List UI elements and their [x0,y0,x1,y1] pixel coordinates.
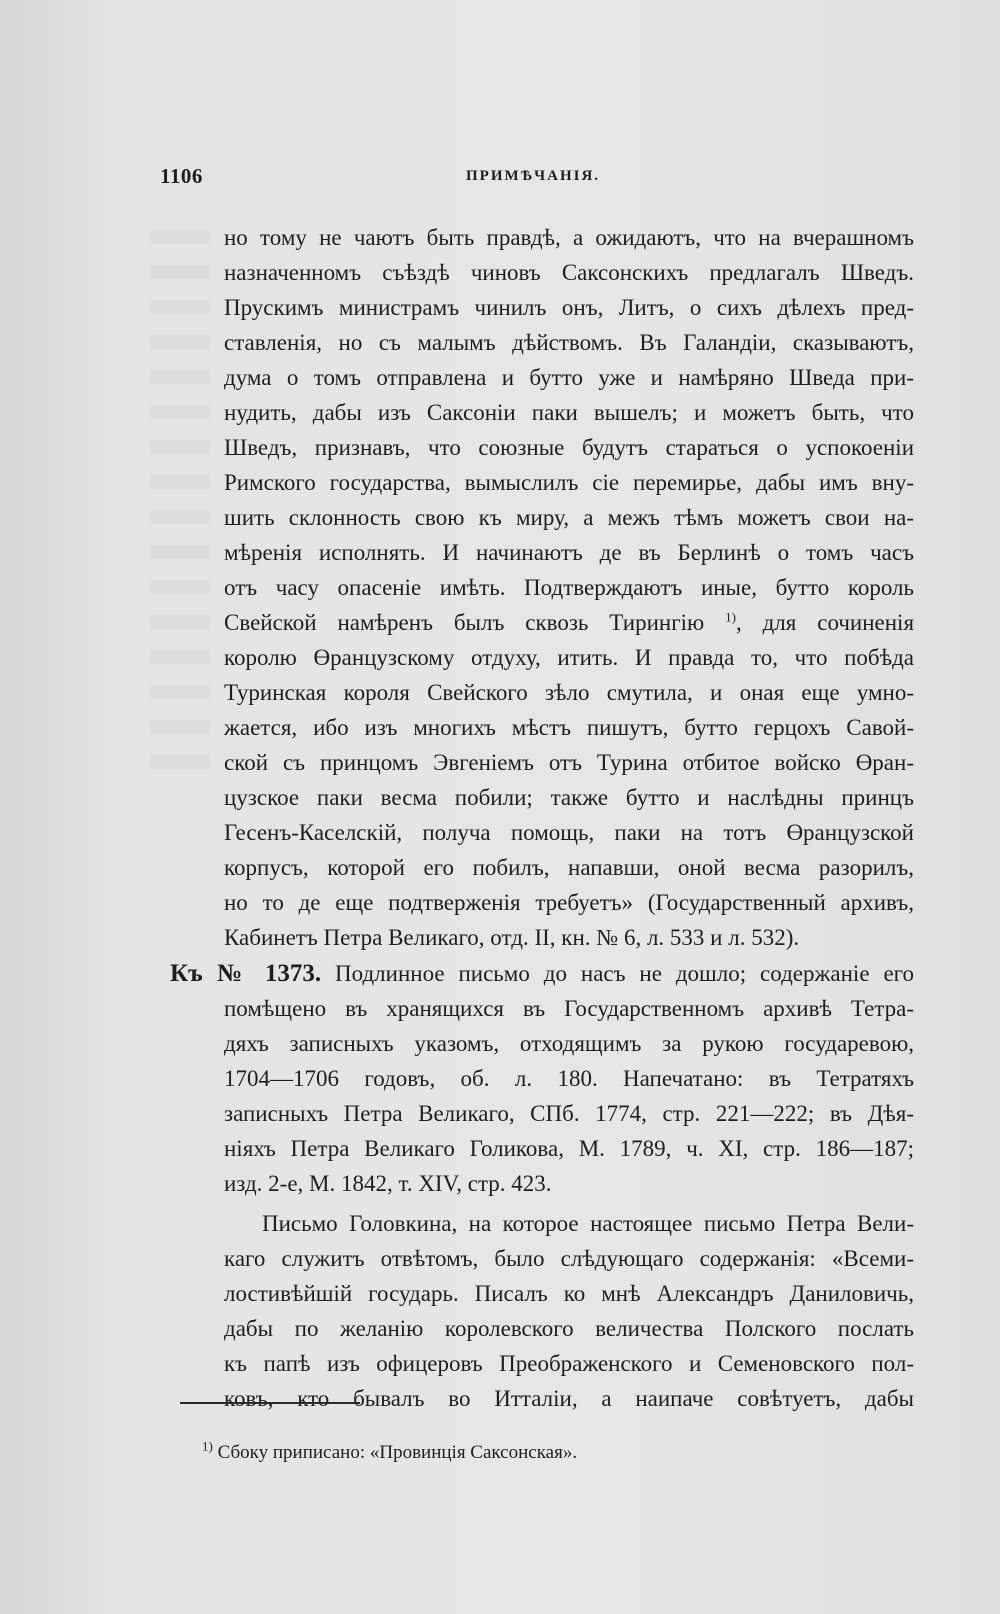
footnote [202,1438,578,1464]
text-line: Письмо Головкина, на которое настоящее письмо Петра Вели- [262,1211,914,1236]
entry-heading-line [170,958,914,990]
text-line: но тому не чаютъ быть правдѣ, а ожидаютъ, что на вчерашномъ [224,225,914,250]
text-segment: Подлинное письмо до насъ не дошло; содержаніе его [335,961,915,986]
text-line: записныхъ Петра Великаго, СПб. 1774, стр. 221—222; въ Дѣя- [224,1101,914,1126]
text-segment: Свейской намѣренъ былъ сквозь Тирингію [224,610,705,635]
text-line: королю Өранцузскому отдуху, итить. И правда то, что побѣда [224,645,914,670]
text-line: шить склонность свою къ миру, а межъ тѣмъ можетъ свои на- [224,505,914,530]
page-number: 1106 [160,164,203,188]
text-line: Кабинетъ Петра Великаго, отд. II, кн. № 6, л. 533 и л. 532). [224,925,800,950]
text-line: 1704—1706 годовъ, об. л. 180. Напечатано: въ Тетратяхъ [224,1066,914,1091]
text-line: Прускимъ министрамъ чинилъ онъ, Литъ, о сихъ дѣлехъ пред- [224,295,914,320]
text-line: ніяхъ Петра Великаго Голикова, М. 1789, ч. XI, стр. 186—187; [224,1136,914,1161]
text-line: Римского государства, вымыслилъ сіе перемирье, дабы имъ вну- [224,470,914,495]
text-line: дяхъ записныхъ указомъ, отходящимъ за рукою государевою, [224,1031,914,1056]
text-line: назначенномъ съѣздѣ чиновъ Саксонскихъ предлагалъ Шведъ. [224,260,914,285]
footnote-text: Сбоку приписано: «Провинція Саксонская». [217,1442,578,1463]
text-line: ской съ принцомъ Эвгеніемъ отъ Турина отбитое войско Өран- [224,750,914,775]
footnote-divider [180,1402,360,1404]
entry-heading: Къ № 1373. [170,960,322,987]
text-line: Туринская короля Свейского зѣло смутила, и оная еще умно- [224,680,914,705]
text-line: Гесенъ-Каселскій, получа помощь, паки на тотъ Өранцузской [224,820,914,845]
text-line: мѣренія исполнять. И начинаютъ де въ Берлинѣ о томъ часъ [224,540,914,565]
text-line: помѣщено въ хранящихся въ Государственномъ архивѣ Тетра- [224,996,914,1021]
text-line: Шведъ, признавъ, что союзные будутъ стараться о успокоеніи [224,435,914,460]
text-line: отъ часу опасеніе имѣть. Подтверждаютъ иные, бутто король [224,575,914,600]
text-line: но то де еще подтверженія требуетъ» (Государственный архивъ, [224,890,914,915]
text-line: жается, ибо изъ многихъ мѣстъ пишутъ, бутто герцохъ Савой- [224,715,914,740]
text-line: корпусъ, которой его побилъ, напавши, оной весма разорилъ, [224,855,914,880]
text-line-with-footnote: Свейской намѣренъ былъ сквозь Тирингію $^{1)}$, для сочиненія [224,609,915,635]
footnote-number: 1) [202,1438,213,1454]
text-line: цузское паки весма побили; также бутто и наслѣдны принцъ [224,785,914,810]
text-line: нудить, дабы изъ Саксоніи паки вышелъ; и можетъ быть, что [224,400,914,425]
text-segment: для сочиненія [762,610,915,635]
text-line: изд. 2-е, М. 1842, т. XIV, стр. 423. [224,1171,552,1196]
text-line: дабы по желанію королевского величества Полского послать [224,1316,914,1341]
text-line: лостивѣйшій государь. Писалъ ко мнѣ Александръ Даниловичь, [224,1281,914,1306]
text-line: къ папѣ изъ офицеровъ Преображенского и Семеновского пол- [224,1351,914,1376]
text-line: ковъ, кто бывалъ во Итталіи, а наипаче совѣтуетъ, дабы [224,1386,914,1411]
footnote-marker: 1) [725,609,736,625]
bleed-through-shadow [150,230,210,790]
text-line: ставленія, но съ малымъ дѣйствомъ. Въ Галандіи, сказываютъ, [224,330,914,355]
text-line: дума о томъ отправлена и бутто уже и намѣряно Шведа при- [224,365,914,390]
text-line: каго служитъ отвѣтомъ, было слѣдующаго содержанія: «Всеми- [224,1246,914,1271]
running-title: ПРИМѢЧАНІЯ. [466,168,601,184]
